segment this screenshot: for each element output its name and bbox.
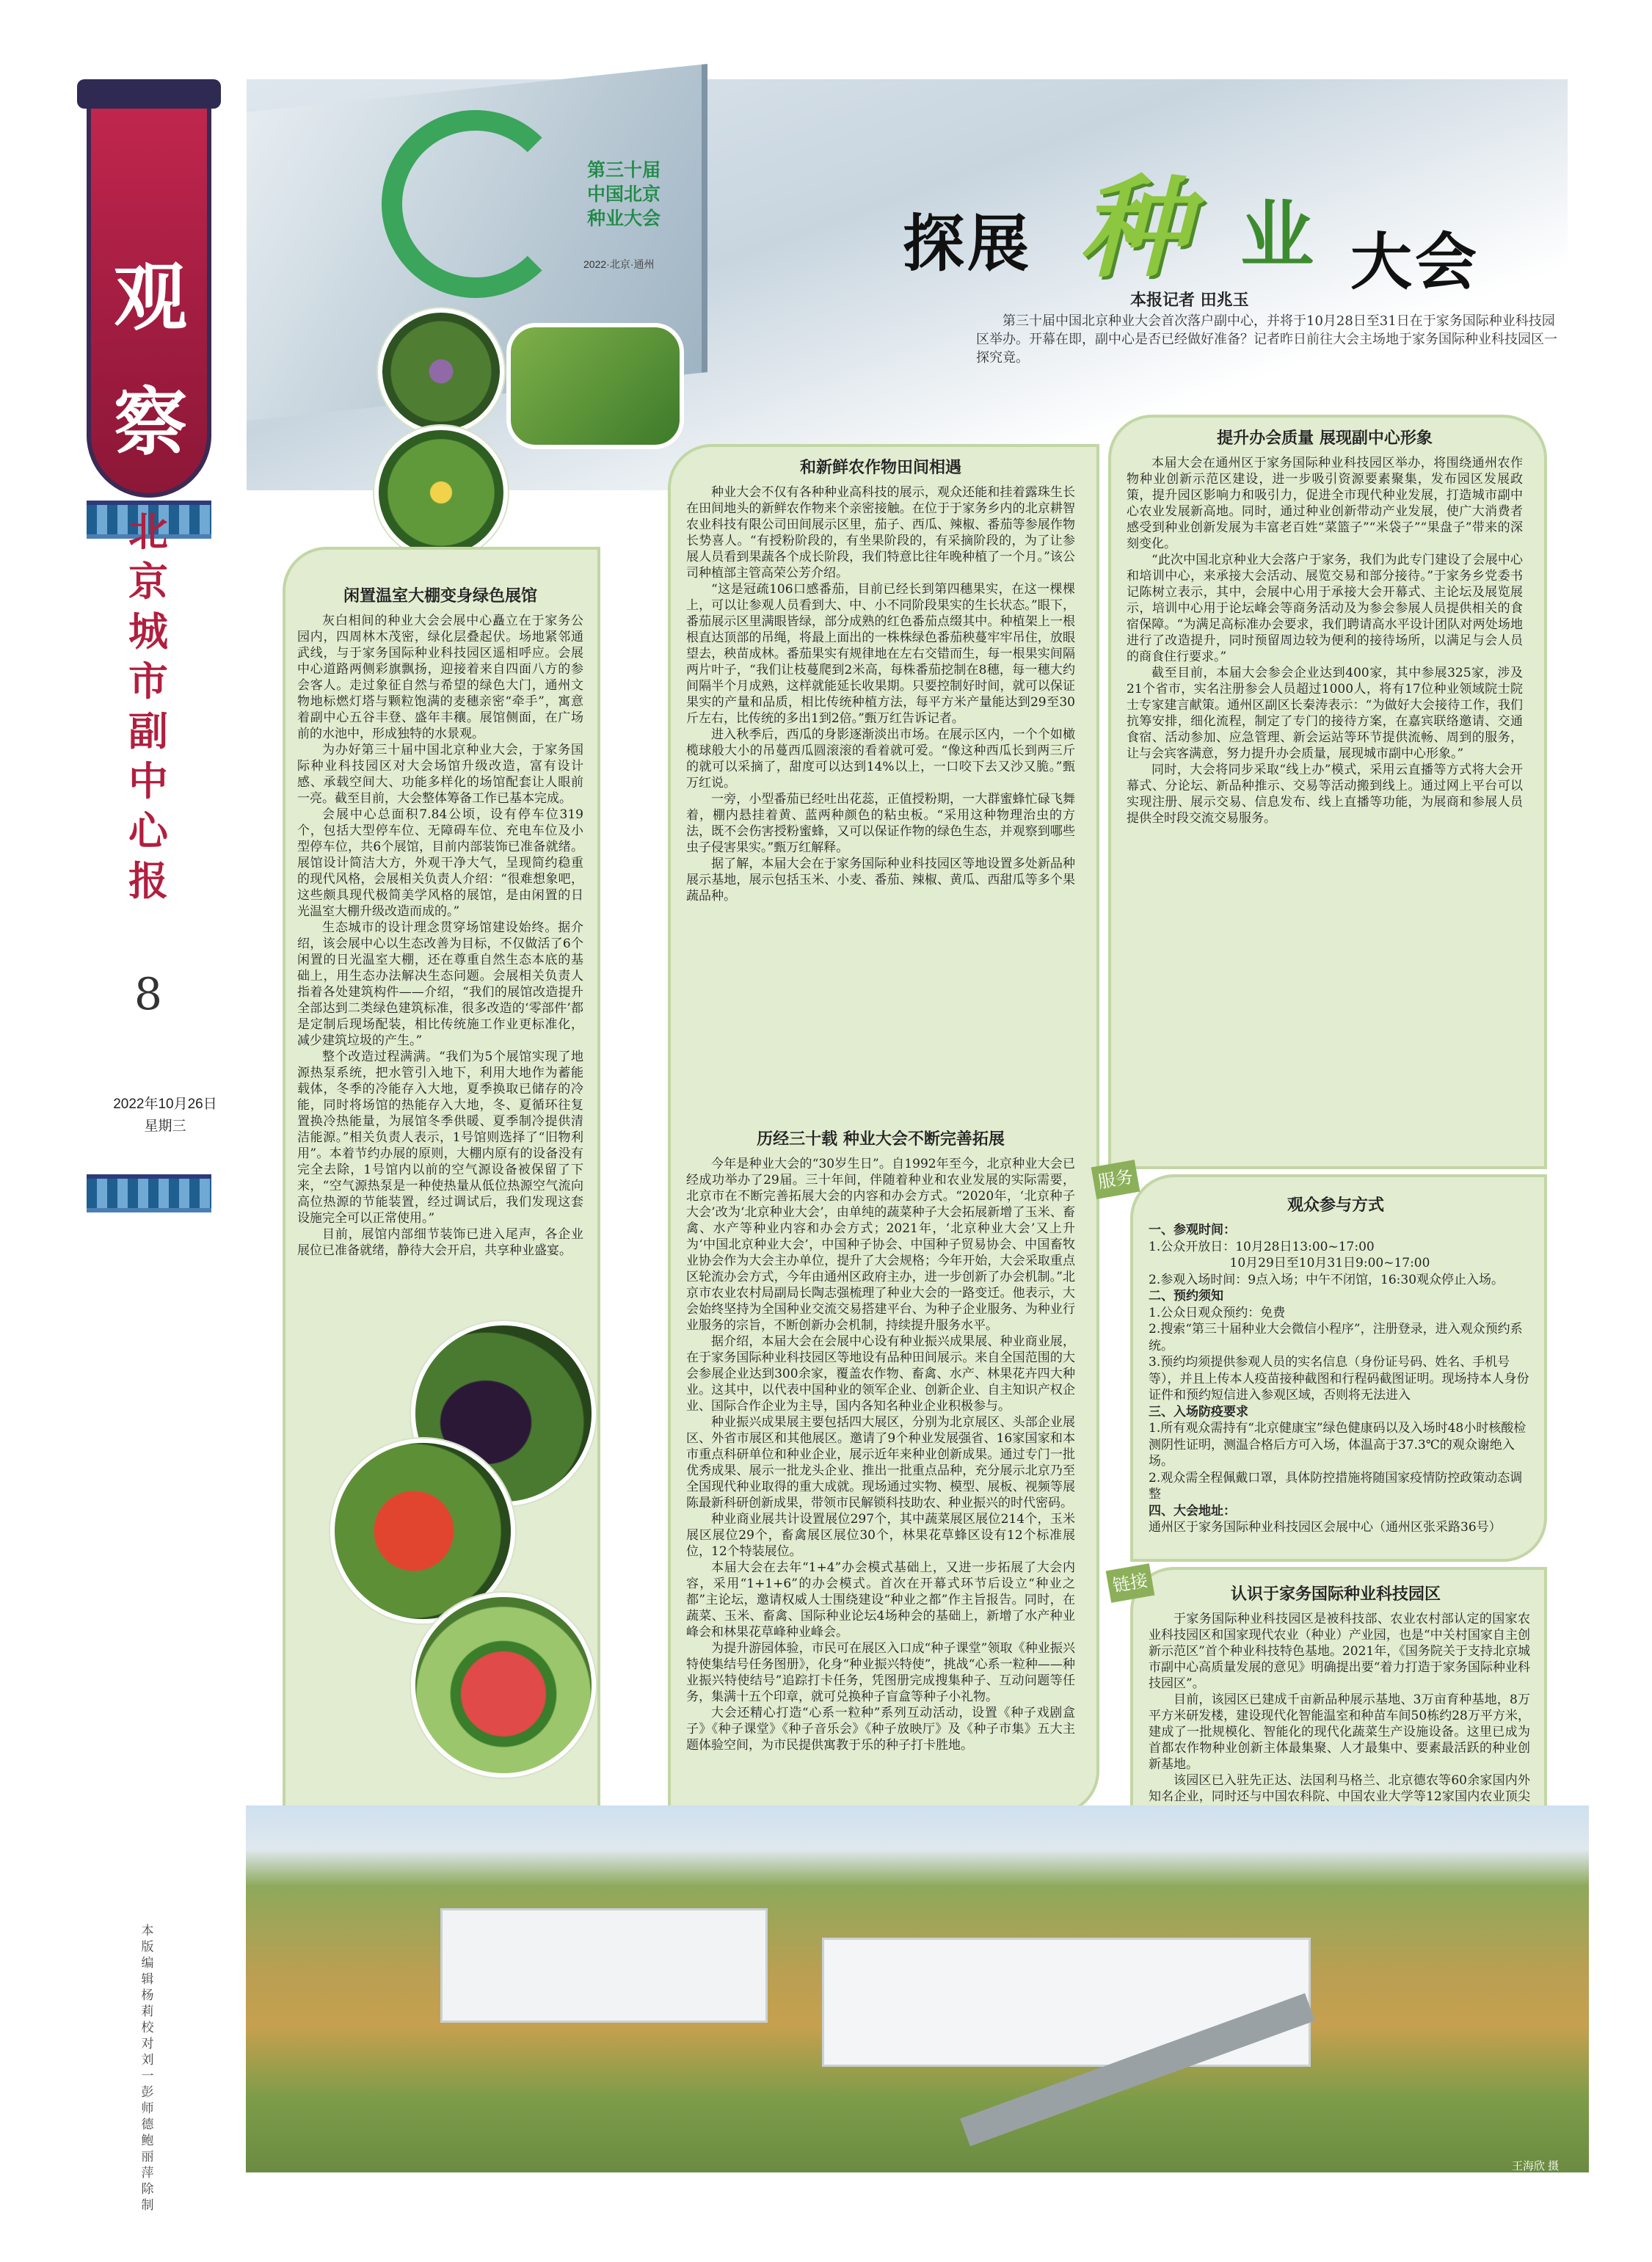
article-a-title: 闲置温室大棚变身绿色展馆 (343, 586, 537, 605)
link-title: 认识于家务国际种业科技园区 (1230, 1585, 1441, 1604)
headline-key1: 种 (1079, 164, 1190, 293)
info-line: 1.所有观众需持有“北京健康宝”绿色健康码以及入场时48小时核酸检测阴性证明，测温合格后方可入场，体温高于37.3℃的观众谢绝入场。 (1149, 1421, 1527, 1469)
service-title: 观众参与方式 (1287, 1196, 1384, 1215)
paragraph: 本届大会在通州区于家务国际种业科技园区举办，将围绕通州农作物种业创新示范区建设，进一步吸引资源要素聚集，发布园区发展政策，提升园区影响力和吸引力，促进全市现代种业发展，打造城市副中心农业发展新高地。同时，通过种业创新带动产业发展，使广大消费者感受到种业创新发展为丰富老百姓“菜篮子”“米袋子”“果盘子”带来的深刻变化。 (1127, 456, 1523, 551)
paper-name: 北京城市副中心报 (128, 508, 168, 904)
link-tab: 链接 (1106, 1563, 1155, 1603)
article-b-title1: 和新鲜农作物田间相遇 (799, 458, 961, 477)
byline: 本报记者 田兆玉 (1130, 291, 1249, 310)
info-line: 2.观众需全程佩戴口罩，具体防控措施将随国家疫情防控政策动态调整 (1149, 1470, 1523, 1502)
lead-paragraph: 第三十届中国北京种业大会首次落户副中心，并将于10月28日至31日在于家务国际种业科技园区举办。开幕在即，副中心是否已经做好准备？记者昨日前往大会主场地于家务国际种业科技园区一探究竟。 (976, 313, 1557, 366)
issue-date (110, 1094, 220, 1138)
paragraph: 于家务国际种业科技园区是被科技部、农业农村部认定的国家农业科技园区和国家现代农业（种业）产业园，也是“中关村国家自主创新示范区”首个种业科技特色基地。2021年，《国务院关于支持北京城市副中心高质量发展的意见》明确提出要“着力打造于家务国际种业科技园区”。 (1149, 1612, 1530, 1691)
paragraph: 目前，该园区已建成千亩新品种展示基地、3万亩育种基地，8万平方米研发楼，建设现代化智能温室和种苗车间50栋约28万平方米，建成了一批规模化、智能化的现代化蔬菜生产设施设备。这里已成为首都农作物种业创新主体最集聚、人才最集中、要素最活跃的种业创新基地。 (1149, 1692, 1530, 1772)
section-heading: 三、入场防疫要求 (1149, 1404, 1248, 1419)
article-c-body (1127, 455, 1523, 1145)
masthead-cap (77, 79, 221, 109)
article-c-title: 提升办会质量 展现副中心形象 (1217, 429, 1433, 448)
cucumber-flower-photo (374, 426, 508, 559)
article-a-body (297, 613, 583, 1303)
paragraph: 会展中心总面积7.84公顷，设有停车位319个，包括大型停车位、无障碍车位、充电车位及小型停车位，共6个展馆，目前内部装饰已准备就绪。展馆设计简洁大方，外观干净大气，呈现简约稳重的现代风格，会展相关负责人介绍：“很难想象吧，这些颇具现代极简美学风格的展馆，是由闲置的日光温室大棚升级改造而成的。” (297, 807, 583, 919)
photo-credit: 王海欣 摄 (1512, 2160, 1560, 2172)
exhibition-hall-illustration (440, 1908, 768, 2023)
section-title: 观察 (114, 254, 187, 465)
date-text: 2022年10月26日 (113, 1097, 217, 1112)
page-number: 8 (134, 969, 163, 1020)
paragraph: 该园区已入驻先正达、法国利马格兰、北京德农等60余家国内外知名企业，同时还与中国农科院、中国农业大学等12家国内农业顶尖 (1149, 1773, 1530, 1804)
info-line: 通州区于家务国际种业科技园区会展中心（通州区张采路36号） (1149, 1520, 1502, 1535)
info-line: 1.公众日观众预约：免费 (1149, 1305, 1286, 1320)
section-heading: 一、参观时间： (1149, 1223, 1236, 1237)
section-heading: 二、预约须知 (1149, 1289, 1223, 1303)
info-line: 2.搜索“第三十届种业大会微信小程序”，注册登录，进入观众预约系统。 (1149, 1322, 1523, 1353)
info-line: 2.参观入场时间：9点入场；中午不闭馆，16:30观众停止入场。 (1149, 1272, 1504, 1287)
paragraph: 同时，大会将同步采取“线上办”模式，采用云直播等方式将大会开幕式、分论坛、新品种推示、交易等活动搬到线上。通过网上平台可以实现注册、展示交易、信息发布、线上直播等功能，为展商和参展人员提供全时段交流交易服务。 (1127, 763, 1523, 826)
paragraph: 据介绍，本届大会在会展中心设有种业振兴成果展、种业商业展，在于家务国际种业科技园区等地设有品种田间展示。来自全国范围的大会参展企业达到300余家，覆盖农作物、畜禽、水产、林果花卉四大种业。这其中，以代表中国种业的领军企业、创新企业、自主知识产权企业、国际合作企业为主导，国内各知名种业企业积极参与。 (686, 1334, 1075, 1414)
paragraph: 一旁，小型番茄已经吐出花蕊，正值授粉期，一大群蜜蜂忙碌飞舞着，棚内悬挂着黄、蓝两种颜色的粘虫板。“采用这种物理治虫的方法，既不会伤害授粉蜜蜂，又可以保证作物的绿色生态，并观察到哪些虫子侵害果实。”甄万红解释。 (686, 792, 1075, 855)
congress-logo-icon (382, 110, 570, 298)
info-line: 3.预约均须提供参观人员的实名信息（身份证号码、姓名、手机号等），并且上传本人疫苗接种截图和行程码截图证明。现场持本人身份证件和预约短信进入参观区域，否则将无法进入 (1149, 1355, 1529, 1403)
info-line: 10月29日至10月31日9:00~17:00 (1229, 1256, 1430, 1270)
building-sign-date: 2022·北京·通州 (583, 258, 655, 270)
headline-key2: 业 (1240, 192, 1314, 278)
paragraph: 种业振兴成果展主要包括四大展区，分别为北京展区、头部企业展区、外省市展区和其他展区。邀请了9个种业发展强省、16家国家和本市重点科研单位和种业企业，展示近年来种业创新成果。通过专门一批优秀成果、展示一批龙头企业、推出一批重点品种，充分展示北京乃至全国现代种业取得的重大成就。现场通过实物、模型、展板、视频等展陈最新科研创新成果，带领市民解锁科技助农、种业振兴的时代密码。 (686, 1415, 1075, 1510)
paragraph: “此次中国北京种业大会落户于家务，我们为此专门建设了会展中心和培训中心，来承接大会活动、展览交易和部分接待。”于家务乡党委书记陈树立表示，其中，会展中心用于承接大会开幕式、主论坛及展览展示，培训中心用于论坛峰会等商务活动及为参会参展人员提供相关的食宿保障。“为满足高标准办会要求，我们聘请高水平设计团队对两处场地进行了改造提升，同时预留周边较为便利的接待场所，以满足与会人员的商食住行要求。” (1127, 553, 1523, 664)
service-body (1149, 1222, 1530, 1536)
paragraph: 整个改造过程满满。“我们为5个展馆实现了地源热泵系统，把水管引入地下，利用大地作为蓄能载体，冬季的冷能存入大地，夏季换取已储存的冷能，同时将场馆的热能存入大地，冬、夏循环往复置换冷热能量，为展馆冬季供暖、夏季制冷提供清洁能源。”相关负责人表示，1号馆则选择了“旧物利用”。本着节约办展的原则，大棚内原有的设备没有完全去除，1号馆内以前的空气源设备被保留了下来，“空气源热泵是一种使热量从低位热源空气流向高位热源的节能装置，经过调试后，我们发现这套设施完全可以正常使用。” (297, 1050, 583, 1226)
service-tab: 服务 (1091, 1160, 1140, 1199)
info-line: 1.公众开放日：10月28日13:00~17:00 (1149, 1239, 1375, 1254)
article-b-body1 (686, 484, 1075, 1072)
paragraph: 据了解，本届大会在于家务国际种业科技园区等地设置多处新品种展示基地，展示包括玉米、小麦、番茄、辣椒、黄瓜、西甜瓜等多个果蔬品种。 (686, 857, 1075, 903)
article-b-body2 (686, 1156, 1075, 1787)
paragraph: 为办好第三十届中国北京种业大会，于家务国际种业科技园区对大会场馆升级改造，富有设计感、承载空间大、功能多样化的场馆配套让人眼前一亮。截至目前，大会整体筹备工作已基本完成。 (297, 743, 583, 806)
paragraph: 种业商业展共计设置展位297个，其中蔬菜展区展位214个，玉米展区展位29个，畜禽展区展位30个，林果花草蜂区设有12个标准展位，12个特装展位。 (686, 1512, 1075, 1559)
article-b-title2: 历经三十载 种业大会不断完善拓展 (757, 1130, 1005, 1149)
paragraph: 种业大会不仅有各种种业高科技的展示，观众还能和挂着露珠生长在田间地头的新鲜农作物来个亲密接触。在位于于家务乡内的北京耕智农业科技有限公司田间展示区里，茄子、西瓜、辣椒、番茄等参展作物长势喜人。“有授粉阶段的，有坐果阶段的，有采摘阶段的，为了让参展人员看到果蔬各个成长阶段，我们特意比往年晚种植了一个月。”该公司种植部主管高荣公芳介绍。 (686, 485, 1075, 581)
paragraph: 本届大会在去年“1+4”办会模式基础上，又进一步拓展了大会内容，采用“1+1+6”的办会模式。首次在开幕式环节后设立“种业之都”主论坛，邀请权威人士围绕建设“种业之都”作主旨报告。同时，在蔬菜、玉米、畜禽、国际种业论坛4场种会的基础上，新增了水产种业峰会和林果花草峰种业峰会。 (686, 1560, 1075, 1640)
headline-part1: 探展 (903, 207, 1033, 280)
building-sign: 第三十届中国北京种业大会 (587, 159, 661, 229)
paragraph: “这是冠疏106口感番茄，目前已经长到第四穗果实，在这一棵棵上，可以让参观人员看到大、中、小不同阶段果实的生长状态。”眼下，番茄展示区里满眼皆绿，部分成熟的红色番茄点缀其中。种植架上一根根直达顶部的吊绳，将最上面出的一株株绿色番茄秧蔓牢牢吊住，放眼望去，秧苗成林。番茄果实有规律地在左右交错而生，每一根果实间隔两片叶子，“我们让枝蔓爬到2米高，每株番茄挖制在8穗，每一穗大约间隔半个月成熟，这样就能延长收果期。只要控制好时间，就可以保证果实的产量和品质，相比传统种植方法，每平方米产量能达到29至30斤左右，比传统的多出1到2倍。”甄万红告诉记者。 (686, 582, 1075, 726)
paragraph: 大会还精心打造“心系一粒种”系列互动活动，设置《种子戏剧盒子》《种子课堂》《种子音乐会》《种子放映厅》及《种子市集》五大主题体验空间，为市民提供寓教于乐的种子打卡胜地。 (686, 1706, 1075, 1753)
paragraph: 灰白相间的种业大会会展中心矗立在于家务公园内，四周林木茂密，绿化层叠起伏。场地紧邻通武线，与于家务国际种业科技园区遥相呼应。会展中心道路两侧彩旗飘扬，迎接着来自四面八方的参会客人。走过象征自然与希望的绿色大门，通州文物地标燃灯塔与颗粒饱满的麦穗亲密“牵手”，寓意着副中心五谷丰登、盛年丰穰。展馆侧面，在广场前的水池中，形成独特的水景观。 (297, 614, 583, 741)
paragraph: 进入秋季后，西瓜的身影逐渐淡出市场。在展示区内，一个个如橄榄球般大小的吊蔓西瓜圆滚滚的看着就可爱。“像这种西瓜长到两三斤的就可以采摘了，甜度可以达到14%以上，一口咬下去又沙又脆。”甄万红说。 (686, 727, 1075, 790)
watermelon-photo (411, 1593, 596, 1778)
paragraph: 目前，展馆内部细节装饰已进入尾声，各企业展位已准备就绪，静待大会开启，共享种业盛宴。 (297, 1227, 583, 1258)
weekday-text: 星期三 (144, 1119, 186, 1134)
ornament-band-bottom (87, 1174, 211, 1212)
paragraph: 截至目前，本届大会参会企业达到400家，其中参展325家，涉及21个省市，实名注册参会人员超过1000人，将有17位种业领域院士院士专家建言献策。通州区副区长秦涛表示：“为做好大会接待工作，我们抗筹安排，细化流程，制定了专门的接待方案，在嘉宾联络邀请、交通食宿、活动参加、应急管理、新会运站等环节提供流畅、周到的服务，让与会宾客满意，努力提升办会质量，展现城市副中心形象。” (1127, 666, 1523, 761)
headline-part2: 大会 (1350, 225, 1480, 298)
section-heading: 四、大会地址： (1149, 1503, 1236, 1519)
paragraph: 为提升游园体验，市民可在展区入口成“种子课堂”领取《种业振兴特使集结号任务图册》，化身“种业振兴特使”，挑战“心系一粒种——种业振兴特使结号”追踪打卡任务，凭图册完成搜集种子、互动问题等任务，集满十五个印章，就可兑换种子盲盒等种子小礼物。 (686, 1641, 1075, 1704)
editors-credit: 本版编辑 杨莉 校对 刘一 彭师德 鲍丽萍 除制 (141, 1924, 154, 2213)
paragraph: 生态城市的设计理念贯穿场馆建设始终。据介绍，该会展中心以生态改善为目标，不仅做活了6个闲置的日光温室大棚，还在尊重自然生态本底的基础上，用生态办法解决生态问题。会展相关负责人指着各处建筑构件——介绍，“我们的展馆改造提升全部达到二类绿色建筑标准，很多改造的‘零部件’都是定制后现场配装，相比传统施工作业更标准化，减少建筑垃圾的产生。” (297, 920, 583, 1048)
leaf-photo (506, 323, 684, 449)
paragraph: 今年是种业大会的“30岁生日”。自1992年至今，北京种业大会已经成功举办了29届。三十年间，伴随着种业和农业发展的实际需要，北京市在不断完善拓展大会的内容和办会方式。“2020年，‘北京种子大会’改为‘北京种业大会’，由单纯的蔬菜种子大会拓展新增了玉米、畜禽、水产等种业内容和办会方式；2021年，‘北京种业大会’又上升为‘中国北京种业大会’，中国种子协会、中国种子贸易协会、中国畜牧业协会作为大会主办单位，提升了大会规格；今年开始，大会采取重点区轮流办会方式，今年由通州区政府主办，进一步创新了办会机制。”北京市农业农村局副局长陶志强梳理了种业大会的一路变迁。他表示，大会始终坚持为全国种业交流交易搭建平台、为种子企业服务、为种业行业服务的宗旨，不断创新办会机制，持续提升服务水平。 (686, 1157, 1075, 1333)
link-body (1149, 1611, 1530, 1831)
eggplant-flower-photo (378, 308, 504, 434)
